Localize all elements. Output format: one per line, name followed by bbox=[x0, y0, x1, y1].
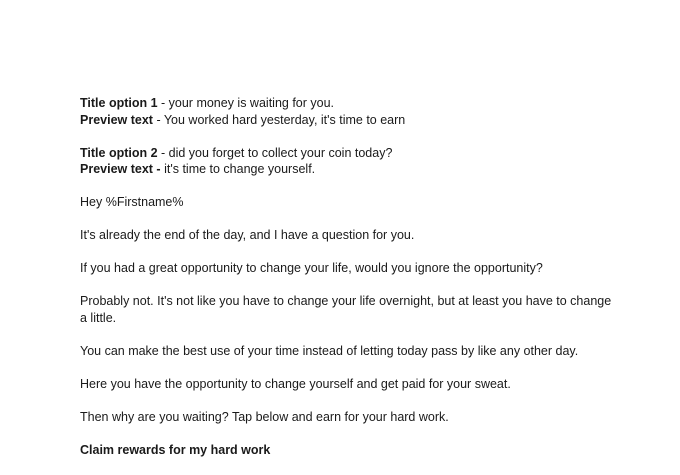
title-option-1-line bbox=[80, 95, 620, 112]
greeting: Hey %Firstname% bbox=[80, 195, 184, 209]
body-paragraph-6: Then why are you waiting? Tap below and earn for your hard work. bbox=[80, 409, 449, 424]
body-paragraph-2: If you had a great opportunity to change your life, would you ignore the opportunity? bbox=[80, 261, 543, 275]
body-paragraph-1: It's already the end of the day, and I have a question for you. bbox=[80, 228, 415, 242]
preview-text-1-line bbox=[80, 112, 620, 129]
title-option-2-block bbox=[80, 145, 620, 178]
cta-label: Claim rewards for my hard work bbox=[80, 442, 271, 457]
preview-text-2-line bbox=[80, 161, 620, 178]
body-paragraph-5: Here you have the opportunity to change yourself and get paid for your sweat. bbox=[80, 376, 511, 391]
preview-text-1-text: - You worked hard yesterday, it's time to earn bbox=[152, 112, 406, 127]
title-option-1-text: - your money is waiting for you. bbox=[157, 96, 335, 110]
preview-text-2-label: Preview text - bbox=[80, 162, 165, 176]
preview-text-2-text: it's time to change yourself. bbox=[164, 162, 316, 176]
preview-text-1-label: Preview text bbox=[80, 112, 153, 127]
title-option-2-line bbox=[80, 145, 620, 162]
body-paragraph-4: You can make the best use of your time instead of letting today pass by like any other day. bbox=[80, 343, 579, 358]
email-copy bbox=[80, 95, 620, 475]
title-option-1-block bbox=[80, 95, 620, 128]
title-option-1-label: Title option 1 bbox=[80, 96, 158, 110]
title-option-2-text: - did you forget to collect your coin today? bbox=[157, 145, 393, 160]
body-paragraph-3: Probably not. It's not like you have to change your life overnight, but at least you have to change a little. bbox=[80, 294, 612, 325]
cta-text bbox=[80, 442, 620, 459]
title-option-2-label: Title option 2 bbox=[80, 145, 158, 160]
